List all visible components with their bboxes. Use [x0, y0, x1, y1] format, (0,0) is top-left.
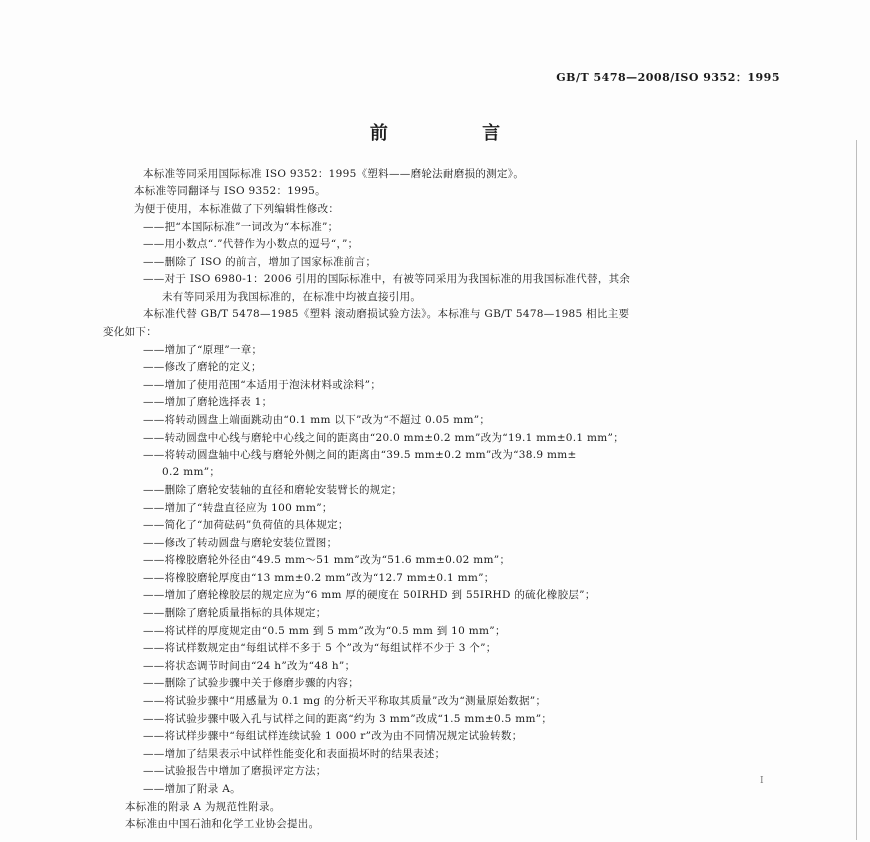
preface-line: 本标准等同翻译与 ISO 9352：1995。 [134, 185, 326, 197]
preface-line: ——增加了使用范围“本适用于泡沫材料或涂料”； [143, 379, 382, 391]
preface-line: ——增加了“原理”一章； [143, 344, 263, 356]
preface-line: ——将状态调节时间由“24 h”改为“48 h”； [143, 660, 356, 672]
standard-code: GB/T 5478—2008/ISO 9352：1995 [556, 71, 780, 84]
preface-line: ——将橡胶磨轮厚度由“13 mm±0.2 mm”改为“12.7 mm±0.1 mm”； [143, 572, 495, 584]
preface-line: ——将试样步骤中“每组试样连续试验 1 000 r”改为由不同情况规定试验转数； [143, 730, 523, 742]
preface-line: ——增加了磨轮选择表 1； [143, 396, 273, 408]
preface-line: ——增加了附录 A。 [143, 783, 241, 795]
preface-line: 本标准代替 GB/T 5478—1985《塑料 滚动磨损试验方法》。本标准与 GB/T 5478—1985 相比主要 [143, 308, 630, 320]
preface-line: ——将试样数规定由“每组试样不多于 5 个”改为“每组试样不少于 3 个”； [143, 642, 497, 654]
preface-line: ——试验报告中增加了磨损评定方法； [143, 765, 327, 777]
page-number: I [760, 776, 764, 786]
preface-line: ——删除了磨轮质量指标的具体规定； [143, 607, 327, 619]
preface-line: ——把“本国际标准”一词改为“本标准”； [143, 221, 339, 233]
preface-line: ——将转动圆盘轴中心线与磨轮外侧之间的距离由“39.5 mm±0.2 mm”改为“38.9 mm± [143, 449, 577, 461]
preface-line: 本标准由中国石油和化学工业协会提出。 [125, 818, 320, 830]
preface-line: ——增加了磨轮橡胶层的规定应为“6 mm 厚的硬度在 50IRHD 到 55IRHD 的硫化橡胶层”； [143, 589, 596, 601]
page-title: 前 言 [369, 123, 545, 144]
preface-line: 0.2 mm”； [162, 466, 221, 478]
preface-line: 变化如下： [103, 326, 157, 338]
preface-line: ——修改了转动圆盘与磨轮安装位置图； [143, 537, 338, 549]
preface-line: 本标准等同采用国际标准 ISO 9352：1995《塑料——磨轮法耐磨损的测定》。 [143, 168, 525, 180]
preface-line: ——将橡胶磨轮外径由“49.5 mm～51 mm”改为“51.6 mm±0.02 mm”； [143, 554, 511, 566]
preface-line: ——将试验步骤中“用感量为 0.1 mg 的分析天平称取其质量”改为“测量原始数据”； [143, 695, 547, 707]
preface-line: 本标准的附录 A 为规范性附录。 [125, 801, 281, 813]
preface-line: ——将试样的厚度规定由“0.5 mm 到 5 mm”改为“0.5 mm 到 10 mm”； [143, 625, 506, 637]
preface-line: ——转动圆盘中心线与磨轮中心线之间的距离由“20.0 mm±0.2 mm”改为“19.1 mm±0.1 mm”； [143, 432, 625, 444]
preface-line: ——对于 ISO 6980-1：2006 引用的国际标准中，有被等同采用为我国标准的用我国标准代替，其余 [143, 273, 631, 285]
preface-line: ——删除了 ISO 的前言，增加了国家标准前言； [143, 256, 377, 268]
preface-line: ——增加了“转盘直径应为 100 mm”； [143, 502, 333, 514]
preface-line: ——将转动圆盘上端面跳动由“0.1 mm 以下”改为“不超过 0.05 mm”； [143, 414, 491, 426]
preface-line: ——简化了“加荷砝码”负荷值的具体规定； [143, 519, 349, 531]
preface-line: 未有等同采用为我国标准的，在标准中均被直接引用。 [162, 291, 422, 303]
preface-line: ——删除了磨轮安装轴的直径和磨轮安装臂长的规定； [143, 484, 403, 496]
preface-line: ——将试验步骤中吸入孔与试样之间的距离“约为 3 mm”改成“1.5 mm±0.5 mm”； [143, 713, 553, 725]
preface-line: ——增加了结果表示中试样性能变化和表面损坏时的结果表述； [143, 748, 446, 760]
preface-line: ——用小数点“.”代替作为小数点的逗号“，”； [143, 238, 359, 250]
preface-line: ——删除了试验步骤中关于修磨步骤的内容； [143, 677, 359, 689]
preface-line: ——修改了磨轮的定义； [143, 361, 262, 373]
page-edge-divider [856, 140, 857, 840]
preface-line: 为便于使用，本标准做了下列编辑性修改： [134, 203, 340, 215]
